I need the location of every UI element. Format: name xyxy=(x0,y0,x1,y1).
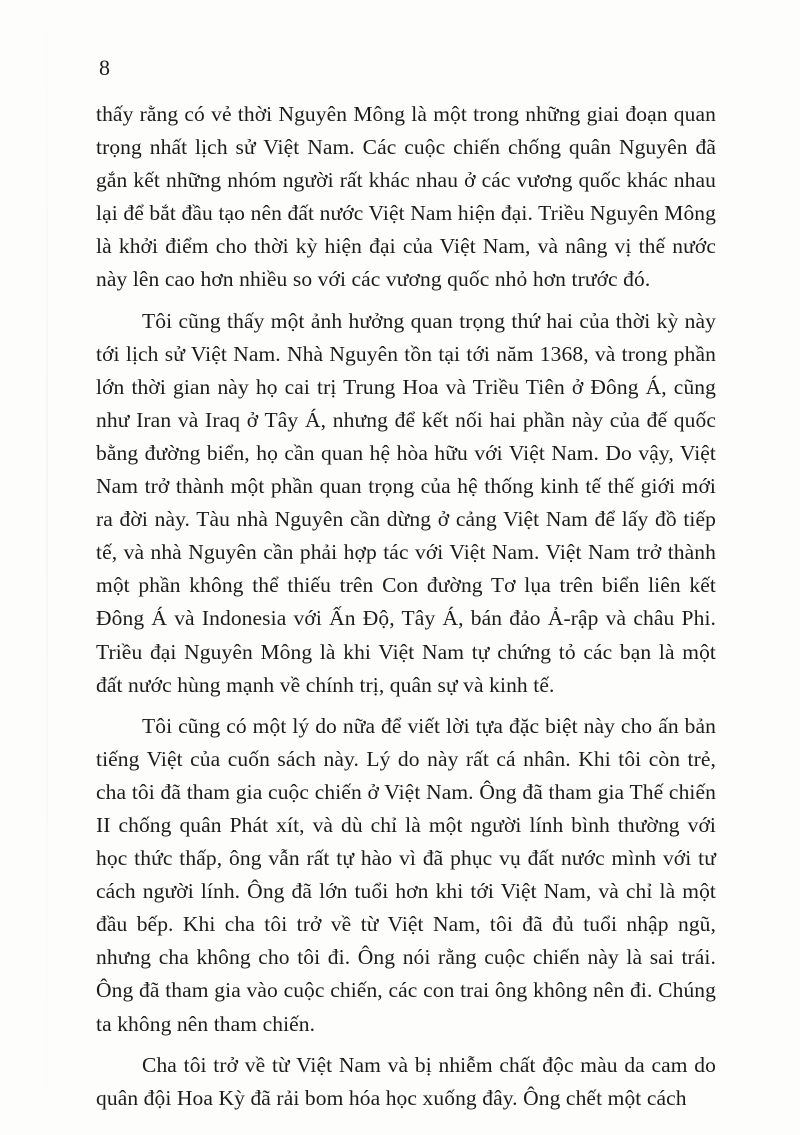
scan-edge-shadow xyxy=(46,0,48,1135)
body-text xyxy=(96,98,716,1123)
paragraph-continuation: thấy rằng có vẻ thời Nguyên Mông là một trong những giai đoạn quan trọng nhất lịch sử Việt Nam. Các cuộc chiến chống quân Nguyên đã gắn kết những nhóm người rất khác nhau ở các vương quốc khác nhau lại để bắt đầu tạo nên đất nước Việt Nam hiện đại. Triều Nguyên Mông là khởi điểm cho thời kỳ hiện đại của Việt Nam, và nâng vị thế nước này lên cao hơn nhiều so với các vương quốc nhỏ hơn trước đó. xyxy=(96,102,716,292)
paragraph-agent-orange: Cha tôi trở về từ Việt Nam và bị nhiễm chất độc màu da cam do quân đội Hoa Kỳ đã rải bom hóa học xuống đây. Ông chết một cách xyxy=(96,1052,716,1110)
paragraph-personal-reason: Tôi cũng có một lý do nữa để viết lời tựa đặc biệt này cho ấn bản tiếng Việt của cuốn sách này. Lý do này rất cá nhân. Khi tôi còn trẻ, cha tôi đã tham gia cuộc chiến ở Việt Nam. Ông đã tham gia Thế chiến II chống quân Phát xít, và dù chỉ là một người lính bình thường với học thức thấp, ông vẫn rất tự hào vì đã phục vụ đất nước mình với tư cách người lính. Ông đã lớn tuổi hơn khi tới Việt Nam, và chỉ là một đầu bếp. Khi cha tôi trở về từ Việt Nam, tôi đã đủ tuổi nhập ngũ, nhưng cha không cho tôi đi. Ông nói rằng cuộc chiến này là sai trái. Ông đã tham gia vào cuộc chiến, các con trai ông không nên đi. Chúng ta không nên tham chiến. xyxy=(96,713,716,1036)
paragraph-second-influence: Tôi cũng thấy một ảnh hưởng quan trọng thứ hai của thời kỳ này tới lịch sử Việt Nam. Nhà Nguyên tồn tại tới năm 1368, và trong phần lớn thời gian này họ cai trị Trung Hoa và Triều Tiên ở Đông Á, cũng như Iran và Iraq ở Tây Á, nhưng để kết nối hai phần này của đế quốc bằng đường biển, họ cần quan hệ hòa hữu với Việt Nam. Do vậy, Việt Nam trở thành một phần quan trọng của hệ thống kinh tế thế giới mới ra đời này. Tàu nhà Nguyên cần dừng ở cảng Việt Nam để lấy đồ tiếp tế, và nhà Nguyên cần phải hợp tác với Việt Nam. Việt Nam trở thành một phần không thể thiếu trên Con đường Tơ lụa trên biển liên kết Đông Á và Indonesia với Ấn Độ, Tây Á, bán đảo Ả-rập và châu Phi. Triều đại Nguyên Mông là khi Việt Nam tự chứng tỏ các bạn là một đất nước hùng mạnh về chính trị, quân sự và kinh tế. xyxy=(96,308,716,697)
page-number: 8 xyxy=(99,55,110,80)
